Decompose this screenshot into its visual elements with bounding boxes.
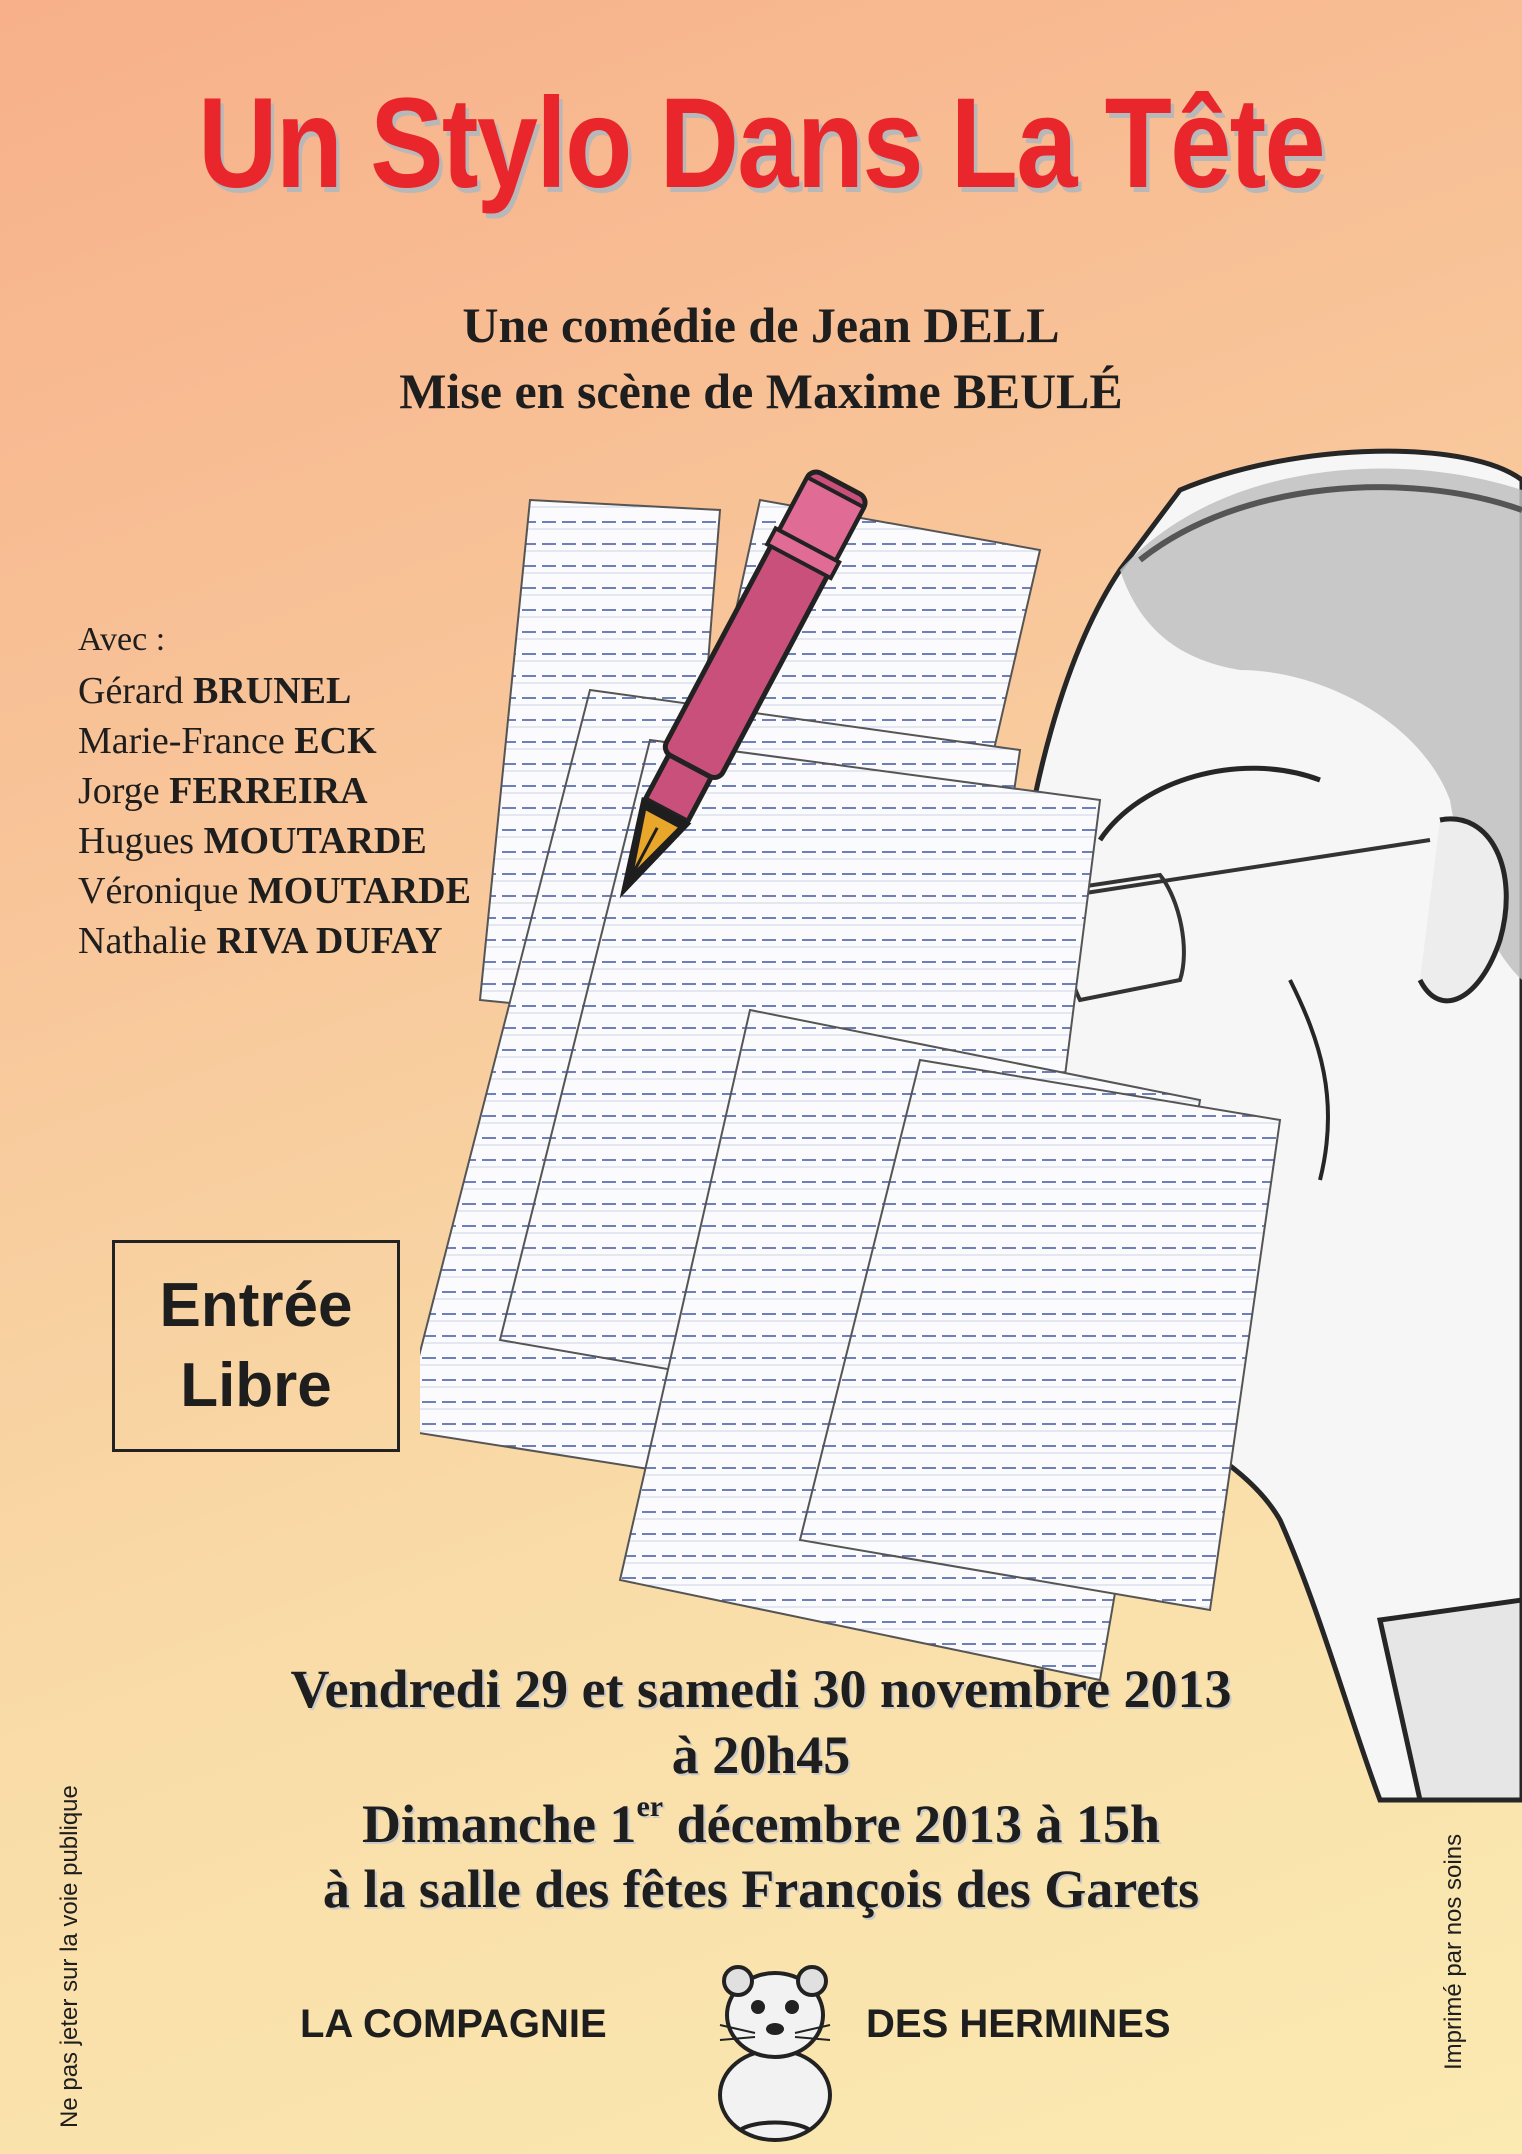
- director-credit: Mise en scène de Maxime BEULÉ: [399, 363, 1123, 419]
- caricature-illustration: [420, 420, 1522, 1820]
- side-note-right: Imprimé par nos soins: [1440, 1833, 1467, 2070]
- poster-title: Un Stylo Dans La Tête: [197, 72, 1325, 215]
- entry-line-1: Entrée: [159, 1271, 353, 1340]
- entry-line-2: Libre: [180, 1351, 332, 1420]
- venue-line: à la salle des fêtes François des Garets: [322, 1859, 1200, 1919]
- company-name-right: DES HERMINES: [866, 2002, 1171, 2046]
- cast-member: Véronique MOUTARDE: [78, 870, 471, 912]
- cast-list: [78, 620, 471, 966]
- cast-member: Jorge FERREIRA: [78, 770, 368, 812]
- free-entry-box: [112, 1240, 400, 1452]
- author-credit: Une comédie de Jean DELL: [462, 297, 1060, 353]
- cast-member: Gérard BRUNEL: [78, 670, 352, 712]
- ermine-mascot-icon: [700, 1945, 850, 2145]
- date-line-2: à 20h45: [671, 1725, 851, 1785]
- cast-label: Avec :: [78, 621, 166, 658]
- date-line-3: Dimanche 1er décembre 2013 à 15h: [361, 1790, 1161, 1854]
- side-note-left: Ne pas jeter sur la voie publique: [56, 1785, 83, 2128]
- cast-member: Nathalie RIVA DUFAY: [78, 920, 443, 962]
- date-line-1: Vendredi 29 et samedi 30 novembre 2013: [290, 1659, 1232, 1719]
- company-name-left: LA COMPAGNIE: [300, 2002, 607, 2046]
- cast-member: Hugues MOUTARDE: [78, 820, 427, 862]
- cast-member: Marie-France ECK: [78, 720, 377, 762]
